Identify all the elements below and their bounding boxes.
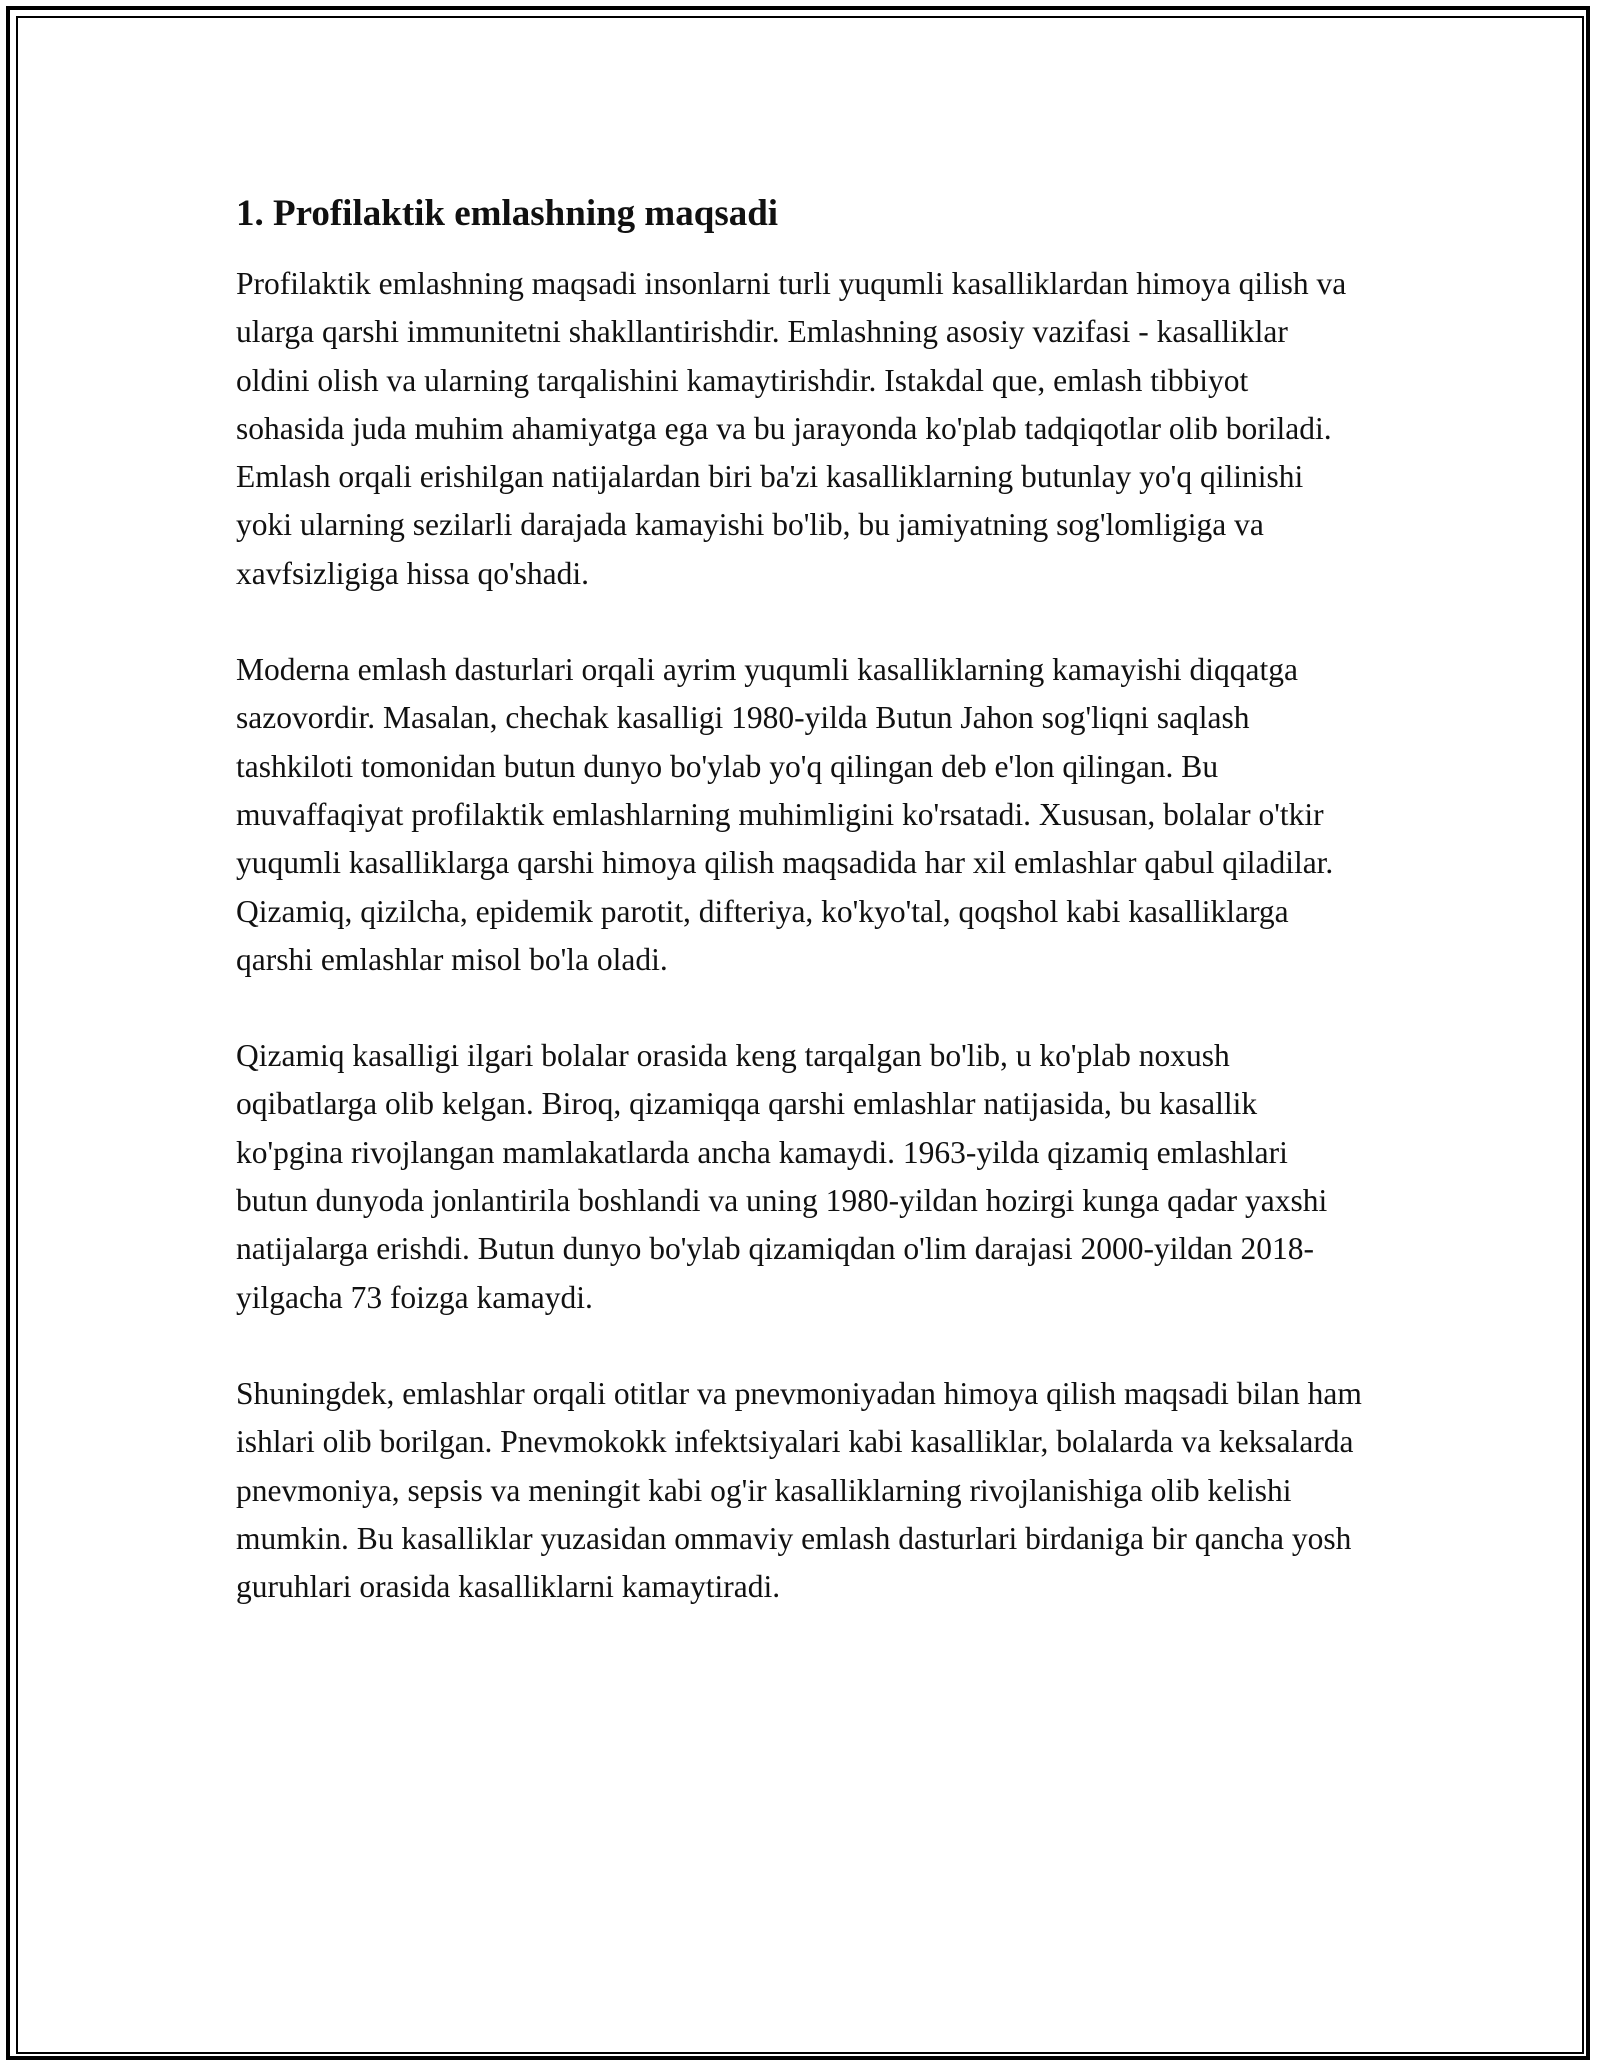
paragraph-purpose: Profilaktik emlashning maqsadi insonlarni turli yuqumli kasalliklardan himoya qilish va ularga qarshi immunitetni shakllantirishdir. Emlashning asosiy vazifasi - kasalliklar oldini olish va ularning tarqalishini kamaytirishdir. Istakdal que, emlash tibbiyot sohasida juda muhim ahamiyatga ega va bu jarayonda ko'plab tadqiqotlar olib boriladi. Emlash orqali erishilgan natijalardan biri ba'zi kasalliklarning butunlay yo'q qilinishi yoki ularning sezilarli darajada kamayishi bo'lib, bu jamiyatning sog'lomligiga va xavfsizligiga hissa qo'shadi.	[236, 266, 1347, 591]
document-body	[236, 188, 1364, 1659]
section-heading: 1. Profilaktik emlashning maqsadi	[236, 193, 779, 234]
paragraph-pneumonia: Shuningdek, emlashlar orqali otitlar va pnevmoniyadan himoya qilish maqsadi bilan ham ishlari olib borilgan. Pnevmokokk infektsiyalari kabi kasalliklar, bolalarda va keksalarda pnevmoniya, sepsis va meningit kabi og'ir kasalliklarning rivojlanishiga olib kelishi mumkin. Bu kasalliklar yuzasidan ommaviy emlash dasturlari birdaniga bir qancha yosh guruhlari orasida kasalliklarni kamaytiradi.	[236, 1375, 1362, 1605]
paragraph-modern-programs: Moderna emlash dasturlari orqali ayrim yuqumli kasalliklarning kamayishi diqqatga sazovordir. Masalan, chechak kasalligi 1980-yilda Butun Jahon sog'liqni saqlash tashkiloti tomonidan butun dunyo bo'ylab yo'q qilingan deb e'lon qilingan. Bu muvaffaqiyat profilaktik emlashlarning muhimligini ko'rsatadi. Xususan, bolalar o'tkir yuqumli kasalliklarga qarshi himoya qilish maqsadida har xil emlashlar qabul qiladilar. Qizamiq, qizilcha, epidemik parotit, difteriya, ko'kyo'tal, qoqshol kabi kasalliklarga qarshi emlashlar misol bo'la oladi.	[236, 652, 1334, 977]
paragraph-measles: Qizamiq kasalligi ilgari bolalar orasida keng tarqalgan bo'lib, u ko'plab noxush oqibatlarga olib kelgan. Biroq, qizamiqqa qarshi emlashlar natijasida, bu kasallik ko'pgina rivojlangan mamlakatlarda ancha kamaydi. 1963-yilda qizamiq emlashlari butun dunyoda jonlantirila boshlandi va uning 1980-yildan hozirgi kunga qadar yaxshi natijalarga erishdi. Butun dunyo bo'ylab qizamiqdan o'lim darajasi 2000-yildan 2018-yilgacha 73 foizga kamaydi.	[236, 1038, 1328, 1315]
